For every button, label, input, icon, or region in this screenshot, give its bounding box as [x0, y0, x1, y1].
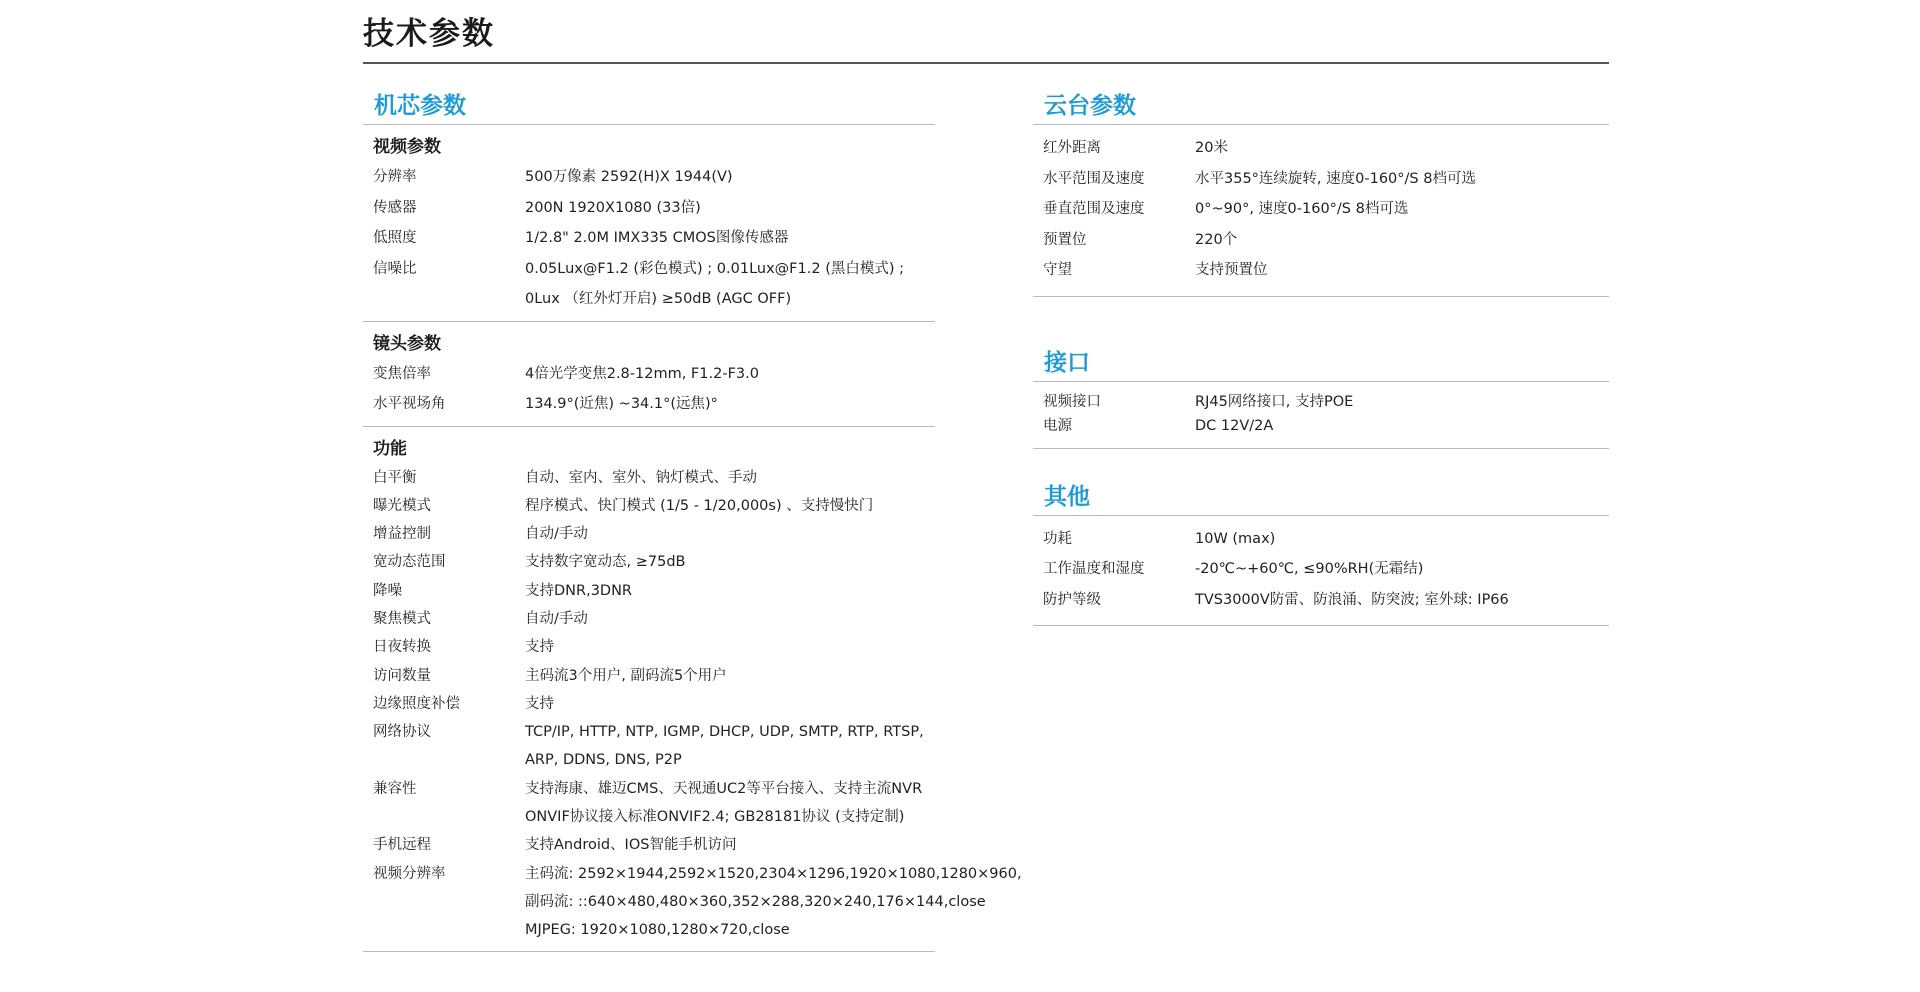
spec-value: [525, 662, 935, 690]
core-params-column: [363, 88, 1022, 952]
spec-value: [525, 389, 935, 420]
section-end-divider: [1033, 625, 1609, 626]
spec-value-line: 自动/手动: [525, 610, 588, 627]
spec-value-line: 0°~90°, 速度0-160°/S 8档可选: [1195, 201, 1409, 217]
spec-value-line: MJPEG: 1920×1080,1280×720,close: [525, 922, 790, 939]
spec-row: [1033, 524, 1609, 555]
spec-row: [363, 605, 935, 633]
spec-label: 网络协议: [373, 724, 431, 741]
spec-row: [363, 464, 935, 492]
spec-value: [525, 605, 935, 633]
spec-label: 工作温度和湿度: [1043, 561, 1145, 577]
spec-row: [363, 162, 935, 193]
section-title: 云台参数: [1044, 93, 1136, 119]
spec-row: [363, 193, 935, 224]
spec-row: [1033, 164, 1609, 195]
spec-label: 红外距离: [1043, 140, 1101, 156]
spec-value-line: 水平355°连续旋转, 速度0-160°/S 8档可选: [1195, 170, 1476, 187]
spec-row: [1033, 585, 1609, 616]
group-title: 镜头参数: [373, 333, 441, 354]
spec-value: [525, 492, 935, 520]
spec-value: [525, 520, 935, 548]
spec-row: [363, 492, 935, 520]
spec-value-line: 支持预置位: [1195, 262, 1268, 278]
spec-row: [363, 577, 935, 605]
spec-row: [363, 831, 935, 859]
spec-row: [363, 520, 935, 548]
spec-value: [1195, 225, 1609, 256]
spec-label: 视频接口: [1043, 393, 1101, 410]
spec-row: [363, 718, 935, 775]
spec-value-line: 支持Android、IOS智能手机访问: [525, 837, 737, 854]
spec-value-line: 220个: [1195, 231, 1238, 248]
section-title: 其他: [1044, 483, 1090, 510]
spec-label: 预置位: [1043, 231, 1087, 248]
ptz-interface-other-column: [1033, 88, 1609, 626]
section-body: [1033, 125, 1609, 296]
title-divider: [363, 62, 1609, 64]
section-body: [1033, 382, 1609, 448]
spec-value-line: RJ45网络接口, 支持POE: [1195, 393, 1354, 410]
spec-value-line: 支持: [525, 695, 554, 712]
spec-value: [1195, 524, 1609, 555]
section-body: [1033, 516, 1609, 626]
spec-label: 变焦倍率: [373, 365, 431, 382]
spec-value: [1195, 164, 1609, 195]
spec-value-line: 主码流3个用户, 副码流5个用户: [525, 667, 727, 684]
spec-label: 手机远程: [373, 837, 431, 854]
spec-value-line: ARP, DDNS, DNS, P2P: [525, 752, 682, 769]
spec-value: [1195, 554, 1609, 585]
spec-value: [525, 548, 935, 576]
section-end-divider: [1033, 296, 1609, 297]
spec-group: [363, 132, 935, 321]
section-divider: [363, 124, 935, 125]
spec-value: [525, 162, 935, 193]
spec-value-line: TCP/IP, HTTP, NTP, IGMP, DHCP, UDP, SMTP, RTP, RTSP,: [525, 724, 924, 741]
spec-value-line: 支持海康、雄迈CMS、天视通UC2等平台接入、支持主流NVR: [525, 780, 923, 797]
spec-value-line: 支持: [525, 639, 554, 656]
page-title: 技术参数: [363, 16, 495, 52]
spec-value-line: 主码流: 2592×1944,2592×1520,2304×1296,1920×1080,1280×960,: [525, 865, 1022, 882]
spec-value-line: 20米: [1195, 140, 1228, 156]
spec-row: [363, 775, 935, 832]
spec-label: 水平视场角: [373, 396, 446, 412]
spec-section: [1033, 479, 1609, 627]
spec-row: [363, 223, 935, 254]
spec-value-line: 自动/手动: [525, 526, 588, 543]
spec-value: [525, 831, 935, 859]
group-divider: [363, 426, 935, 427]
spec-section: [1033, 345, 1609, 449]
spec-label: 守望: [1043, 262, 1072, 278]
spec-label: 信噪比: [373, 260, 417, 277]
spec-label: 垂直范围及速度: [1043, 201, 1145, 217]
spec-row: [363, 359, 935, 390]
spec-row: [1033, 554, 1609, 585]
spec-value: [1195, 585, 1609, 616]
spec-value-line: ONVIF协议接入标准ONVIF2.4; GB28181协议 (支持定制): [525, 809, 905, 826]
spec-value: [525, 718, 935, 775]
spec-row: [1033, 225, 1609, 256]
spec-value: [525, 193, 935, 224]
spec-section: [1033, 88, 1609, 297]
spec-value: [525, 254, 935, 315]
spec-row: [363, 860, 1022, 945]
section-title: 接口: [1044, 349, 1090, 376]
spec-value: [1195, 194, 1609, 225]
spec-value-line: 程序模式、快门模式 (1/5 - 1/20,000s) 、支持慢快门: [525, 497, 874, 514]
spec-value-line: DC 12V/2A: [1195, 417, 1274, 434]
spec-value-line: 0.05Lux@F1.2 (彩色模式) ; 0.01Lux@F1.2 (黑白模式) ;: [525, 260, 905, 277]
spec-label: 传感器: [373, 199, 417, 216]
spec-value-line: 支持数字宽动态, ≥75dB: [525, 554, 686, 571]
spec-label: 低照度: [373, 230, 417, 246]
spec-row: [363, 254, 935, 315]
spec-value: [525, 775, 935, 832]
spec-row: [363, 662, 935, 690]
spec-row: [363, 633, 935, 661]
spec-row: [1033, 133, 1609, 164]
spec-value-line: -20℃~+60℃, ≤90%RH(无霜结): [1195, 561, 1424, 577]
section-title-core: 机芯参数: [374, 93, 466, 119]
spec-label: 电源: [1043, 417, 1072, 434]
spec-label: 曝光模式: [373, 497, 431, 514]
spec-label: 降噪: [373, 582, 402, 599]
spec-value: [1195, 133, 1609, 164]
spec-value-line: 4倍光学变焦2.8-12mm, F1.2-F3.0: [525, 365, 759, 382]
spec-value: [525, 690, 935, 718]
spec-label: 防护等级: [1043, 591, 1101, 608]
spec-label: 分辨率: [373, 169, 417, 185]
spec-group: [363, 434, 1022, 951]
spec-value-line: 500万像素 2592(H)X 1944(V): [525, 169, 733, 185]
spec-row: [1033, 414, 1609, 438]
spec-value-line: 10W (max): [1195, 530, 1276, 547]
spec-value-line: 200N 1920X1080 (33倍): [525, 199, 701, 216]
spec-value: [525, 464, 935, 492]
spec-label: 宽动态范围: [373, 554, 446, 571]
spec-label: 聚焦模式: [373, 610, 431, 627]
spec-value-line: TVS3000V防雷、防浪涌、防突波; 室外球: IP66: [1195, 591, 1509, 608]
spec-row: [363, 389, 935, 420]
spec-label: 功耗: [1043, 530, 1072, 547]
group-title: 功能: [373, 438, 407, 459]
spec-value-line: 自动、室内、室外、钠灯模式、手动: [525, 469, 757, 486]
spec-value: [1195, 414, 1609, 438]
spec-label: 访问数量: [373, 667, 431, 684]
spec-row: [363, 690, 935, 718]
spec-group: [363, 329, 935, 426]
spec-value: [525, 633, 935, 661]
group-title: 视频参数: [373, 137, 441, 157]
spec-value-line: 134.9°(近焦) ~34.1°(远焦)°: [525, 396, 718, 412]
spec-value-line: 支持DNR,3DNR: [525, 582, 633, 599]
spec-value-line: 0Lux （红外灯开启) ≥50dB (AGC OFF): [525, 291, 792, 307]
spec-label: 兼容性: [373, 780, 417, 797]
spec-label: 日夜转换: [373, 639, 431, 656]
group-divider: [363, 951, 935, 952]
spec-label: 视频分辨率: [373, 865, 446, 882]
spec-row: [1033, 390, 1609, 414]
spec-value-line: 副码流: ::640×480,480×360,352×288,320×240,176×144,close: [525, 893, 986, 910]
spec-row: [1033, 255, 1609, 286]
spec-row: [363, 548, 935, 576]
spec-value: [1195, 390, 1609, 414]
spec-value: [525, 860, 1022, 945]
spec-value-line: 1/2.8" 2.0M IMX335 CMOS图像传感器: [525, 230, 789, 246]
spec-value: [525, 359, 935, 390]
spec-value: [525, 577, 935, 605]
group-divider: [363, 321, 935, 322]
spec-label: 增益控制: [373, 526, 431, 543]
spec-label: 水平范围及速度: [1043, 170, 1145, 187]
spec-row: [1033, 194, 1609, 225]
spec-label: 白平衡: [373, 469, 417, 486]
spec-value: [525, 223, 935, 254]
section-end-divider: [1033, 448, 1609, 449]
spec-value: [1195, 255, 1609, 286]
spec-label: 边缘照度补偿: [373, 695, 460, 712]
